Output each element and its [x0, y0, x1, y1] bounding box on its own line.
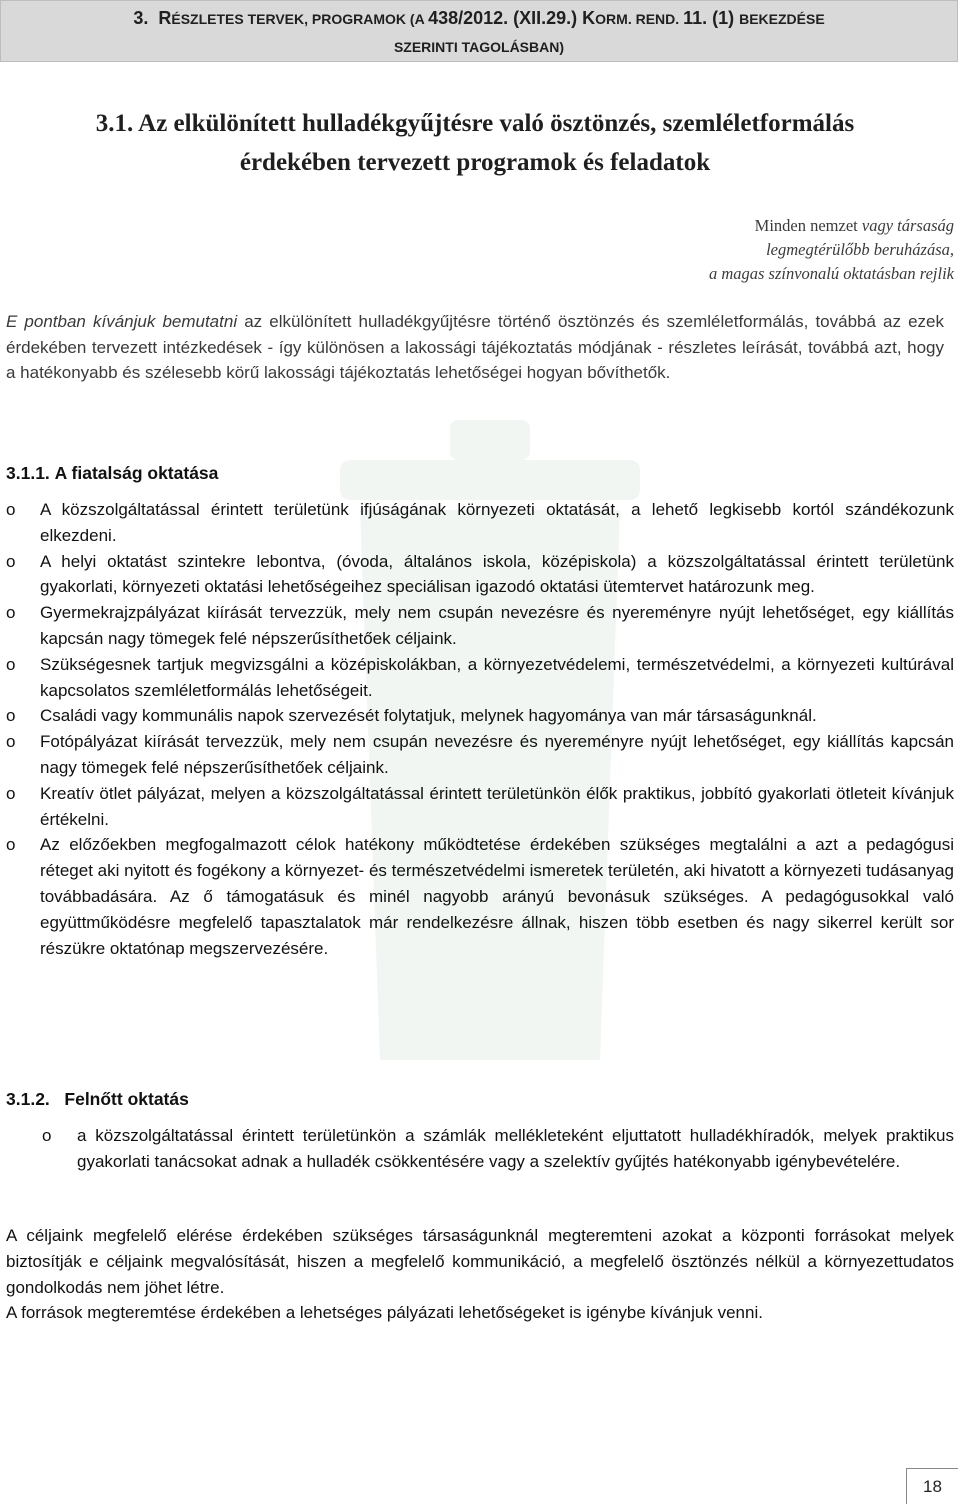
bullet-marker-icon: o: [6, 500, 16, 519]
list-item-text: Kreatív ötlet pályázat, melyen a közszolgáltatással érintett területünkön élők praktikus, jobbító gyakorlati ötleteit kívánjuk értékelni.: [40, 783, 954, 829]
subheading-adult-education: 3.1.2. Felnőtt oktatás: [6, 1089, 189, 1109]
list-item: [6, 652, 954, 704]
list-item: [6, 703, 954, 729]
motto-quote: Minden nemzet vagy társaság legmegtérülőbb beruházása, a magas színvonalú oktatásban rejlik: [708, 216, 954, 283]
bullet-marker-icon: o: [6, 551, 16, 571]
list-item-text: Családi vagy kommunális napok szervezését folytatjuk, melynek hagyománya van már társaságunknál.: [40, 706, 817, 726]
bullet-marker-icon: o: [6, 732, 16, 752]
list-item-text: A helyi oktatást szintekre lebontva, (óvoda, általános iskola, középiskola) a közszolgáltatással érintett területünk gyakorlati, környezeti oktatási lehetőségeihez speciálisan igazodó oktatási ütemtervet határozunk meg.: [40, 551, 954, 597]
bullet-marker-icon: o: [6, 783, 16, 803]
list-item: [6, 1123, 954, 1175]
list-item: [6, 497, 954, 549]
bullet-marker-icon: o: [6, 835, 16, 855]
closing-paragraphs: [6, 1223, 954, 1326]
intro-paragraph: E pontban kívánjuk bemutatni az elkülönített hulladékgyűjtésre történő ösztönzés és szemléletformálás, továbbá az ezek érdekében tervezett intézkedések - így különösen a lakossági tájékoztatás módjának - részletes leírását, továbbá azt, hogy a hatékonyabb és szélesebb körű lakossági tájékoztatás lehetőségei hogyan bővíthetők.: [6, 312, 944, 382]
bullet-marker-icon: o: [6, 706, 16, 726]
page-number: 18: [906, 1468, 958, 1504]
adult-education-list: [6, 1123, 954, 1175]
chapter-header-line1: 3. RÉSZLETES TERVEK, PROGRAMOK (A 438/2012. (XII.29.) KORM. REND. 11. (1) BEKEZDÉSE: [133, 8, 825, 28]
list-item: [6, 729, 954, 781]
bullet-marker-icon: o: [6, 603, 16, 623]
list-item: [6, 549, 954, 601]
subheading-youth-education: 3.1.1. A fiatalság oktatása: [6, 463, 219, 483]
list-item-text: A közszolgáltatással érintett területünk ifjúságának környezeti oktatását, a lehető legkisebb kortól szándékozunk elkezdeni.: [40, 500, 954, 545]
list-item-text: Fotópályázat kiírását tervezzük, mely nem csupán nevezésre és nyereményre nyújt lehetőséget, egy kiállítás kapcsán nagy tömegek felé népszerűsíthetőek céljaink.: [40, 732, 954, 777]
list-item-text: Szükségesnek tartjuk megvizsgálni a középiskolákban, a környezetvédelemi, természetvédelmi, a környezeti kultúrával kapcsolatos szemléletformálás lehetőségeit.: [40, 654, 954, 700]
chapter-header-line2: SZERINTI TAGOLÁSBAN): [393, 39, 565, 55]
list-item-text: Az előzőekben megfogalmazott célok hatékony működtetése érdekében szükséges megtalálni a azt a pedagógusi réteget aki nyitott és fogékony a környezet- és természetvédelmi ismeretek területén, aki hivatott a környezeti tudásanyag továbbadására. Az ő támogatásuk és minél nagyobb arányú bevonásuk szükséges. A pedagógusokkal való együttműködésre megfelelő tapasztalatok már rendelkezésre állnak, hiszen több esetben és nagy sikerrel került sor részükre oktatónap megszervezésére.: [40, 835, 954, 958]
youth-education-list: [6, 497, 954, 961]
bullet-marker-icon: o: [6, 654, 16, 674]
list-item: [6, 832, 954, 961]
list-item: [6, 781, 954, 833]
list-item-text: Gyermekrajzpályázat kiírását tervezzük, mely nem csupán nevezésre és nyereményre nyújt lehetőséget, egy kiállítás kapcsán nagy tömegek felé népszerűsíthetőek céljaink.: [40, 603, 954, 648]
list-item: [6, 600, 954, 652]
closing-paragraph: A források megteremtése érdekében a lehetséges pályázati lehetőségeket is igénybe kívánjuk venni.: [6, 1303, 763, 1323]
chapter-header: [0, 0, 958, 62]
bullet-marker-icon: o: [42, 1126, 52, 1145]
list-item-text: a közszolgáltatással érintett területünkön a számlák mellékleteként eljuttatott hulladékhíradók, melyek praktikus gyakorlati tanácsokat adnak a hulladék csökkentésére vagy a szelektív gyűjtés hatékonyabb igénybevételére.: [77, 1126, 954, 1171]
closing-paragraph: A céljaink megfelelő elérése érdekében szükséges társaságunknál megteremteni azokat a központi forrásokat melyek biztosítják e céljaink megvalósítását, hiszen a megfelelő kommunikáció, a megfelelő ösztönzés nélkül a környezettudatos gondolkodás nem jöhet létre.: [6, 1226, 954, 1297]
section-title: 3.1. Az elkülönített hulladékgyűjtésre való ösztönzés, szemléletformálás érdekében tervezett programok és feladatok: [95, 110, 855, 176]
